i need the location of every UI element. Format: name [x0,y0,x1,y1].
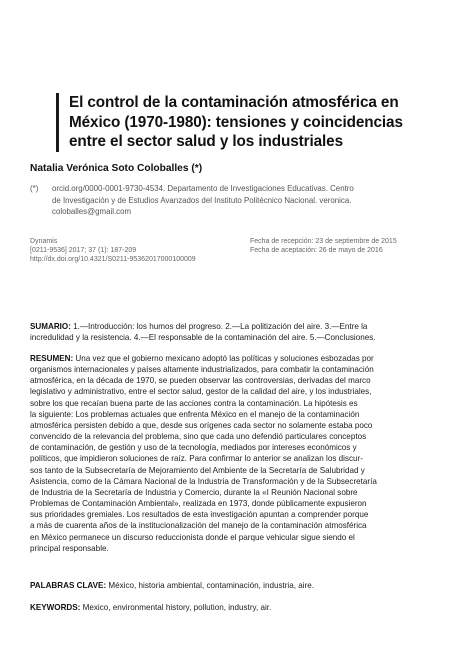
abstract-line: principal responsable. [30,543,109,553]
keywords-es-label: PALABRAS CLAVE: [30,581,107,590]
keywords-es-text: México, historia ambiental, contaminación, industria, aire. [106,581,314,590]
keywords-en-label: KEYWORDS: [30,603,81,612]
author-name: Natalia Verónica Soto Coloballes (*) [30,163,203,174]
abstract-line: sobre los que recaían buena parte de las acciones contra la contaminación. La hipótesis es [30,398,358,408]
received-date: Fecha de recepción: 23 de septiembre de 2015 [250,238,397,245]
title-line: El control de la contaminación atmosférica en [69,94,399,111]
title-line: entre el sector salud y los industriales [69,133,343,150]
abstract-line: a más de cuarenta años de la institucionalización del manejo de la contaminación atmosférica [30,521,367,531]
abstract-line: la siguiente: Los problemas actuales que enfrenta México en el manejo de la contaminación [30,409,360,419]
summary-section [30,321,443,343]
title-line: México (1970-1980): tensiones y coincidencias [69,113,403,131]
summary-label: SUMARIO: [30,322,71,331]
affiliation-mark: (*) [30,184,39,193]
keywords-en-text: Mexico, environmental history, pollution, industry, air. [80,603,272,612]
journal-citation: [0211-9536] 2017; 37 (1): 187-209 [30,247,137,255]
abstract-line: atmosférica persisten debido a que, desde sus orígenes cada sector no solamente estaba poco [30,420,373,430]
journal-info [30,237,196,265]
affiliation-line: orcid.org/0000-0001-9730-4534. Departamento de Investigaciones Educativas. Centro [52,184,354,193]
affiliation-line: de Investigación y de Estudios Avanzados del Instituto Politécnico Nacional. veronica. [52,195,352,205]
doi-link[interactable]: http://dx.doi.org/10.4321/S0211-95362017000100009 [30,256,196,264]
abstract-line: legislativo y administrativo, entre el sector salud, gestor de la calidad del aire, y los industriales, [30,387,372,397]
abstract-line: Problemas de Contaminación Ambiental», realizada en 1973, donde públicamente expusieron [30,499,367,509]
abstract-line: de contaminación, de gestión y uso de la tecnología, mediados por intereses económicos y [30,443,357,453]
abstract-line: sos tanto de la Subsecretaría de Mejoramiento del Ambiente de la Secretaría de Salubridad y [30,465,365,475]
summary-text: incredulidad y la resistencia. 4.—El responsable de la contaminación del aire. 5.—Conclusiones. [30,333,376,343]
journal-name: Dynamis [30,238,58,245]
abstract-label: RESUMEN: [30,354,74,363]
abstract-section [30,353,443,554]
abstract-line: políticos, que impidieron soluciones de raíz. Para confirmar lo anterior se analizan los discur- [30,454,363,464]
affiliation-email: coloballes@gmail.com [52,207,132,216]
abstract-line: Asistencia, como de la Cámara Nacional de la Industria de Transformación y de la Subsecretaría [30,476,377,486]
affiliation-text [52,183,420,218]
keywords-spanish [30,581,443,590]
summary-text: 1.—Introducción: los humos del progreso. 2.—La politización del aire. 3.—Entre la [70,322,368,331]
abstract-line: de Industria de la Secretaría de Industria y Comercio, durante la «I Reunión Nacional sobre [30,487,358,497]
abstract-line: atmosférica, en la década de 1970, se pueden observar las controversias, derivadas del marco [30,376,371,386]
author-affiliation [30,183,420,218]
title-block [56,93,439,152]
abstract-text: Una vez que el gobierno mexicano adoptó las políticas y soluciones esbozadas por [73,354,374,363]
article-title [69,93,439,152]
publication-dates [250,237,397,255]
abstract-line: sus prioridades gremiales. Los resultados de esta investigación apuntan a comprender porque [30,510,369,520]
abstract-line: en México permanece un discurso reduccionista donde el parque vehicular sigue siendo el [30,532,355,542]
abstract-line: convencido de la relevancia del problema, sino que cada uno defendió particulares conceptos [30,432,367,442]
accepted-date: Fecha de aceptación: 26 de mayo de 2016 [250,247,383,255]
abstract-line: organismos internacionales y países altamente industrializados, para combatir la contaminación [30,365,374,375]
keywords-english [30,603,443,612]
